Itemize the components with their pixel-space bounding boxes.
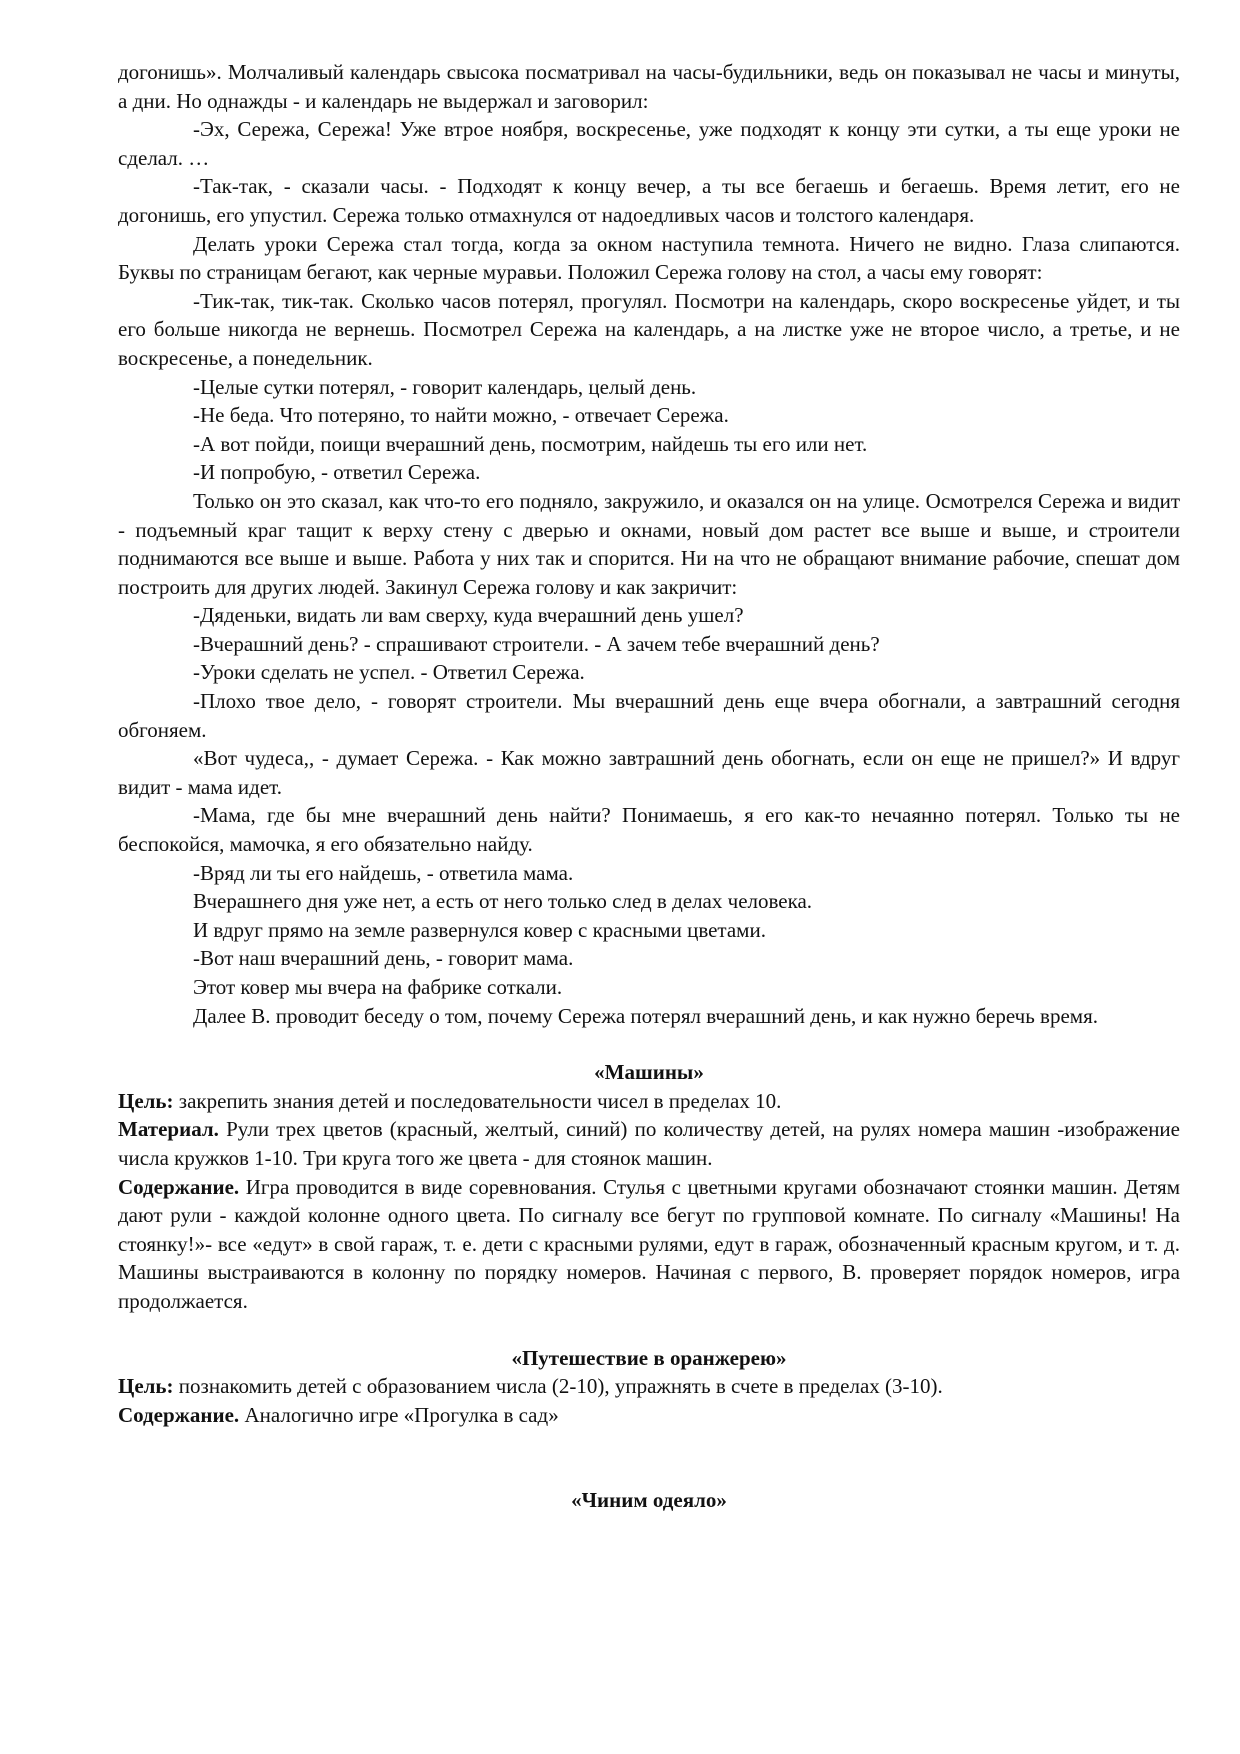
- game-goal: [118, 1372, 1180, 1401]
- game-title-oranzhereya: «Путешествие в оранжерею»: [511, 1345, 787, 1370]
- story-paragraph: -Плохо твое дело, - говорят строители. Мы вчерашний день еще вчера обогнали, а завтрашний сегодня обгоняем.: [118, 689, 1180, 742]
- content-text: Аналогично игре «Прогулка в сад»: [239, 1402, 559, 1427]
- story-paragraph: -А вот пойди, поищи вчерашний день, посмотрим, найдешь ты его или нет.: [193, 431, 868, 456]
- goal-text: закрепить знания детей и последовательности чисел в пределах 10.: [173, 1088, 782, 1113]
- story-paragraph: -Вот наш вчерашний день, - говорит мама.: [193, 946, 574, 971]
- content-label: Содержание.: [118, 1174, 240, 1199]
- story-paragraph: -Вряд ли ты его найдешь, - ответила мама.: [193, 860, 574, 885]
- story-paragraph: догонишь». Молчаливый календарь свысока посматривал на часы-будильники, ведь он показывал не часы и минуты, а дни. Но однажды - и календарь не выдержал и заговорил:: [118, 60, 1180, 113]
- story-paragraph: Далее В. проводит беседу о том, почему Сережа потерял вчерашний день, и как нужно беречь время.: [193, 1003, 1098, 1028]
- game-content: [118, 1401, 1180, 1430]
- game-title-odeyalo: «Чиним одеяло»: [571, 1488, 727, 1513]
- goal-label: Цель:: [118, 1088, 174, 1113]
- story-paragraph: -Уроки сделать не успел. - Ответил Сережа.: [193, 660, 585, 685]
- story-paragraph: Делать уроки Сережа стал тогда, когда за окном наступила темнота. Ничего не видно. Глаза слипаются. Буквы по страницам бегают, как черные муравьи. Положил Сережа голову на стол, а часы ему говорят:: [118, 231, 1180, 285]
- document-page: [118, 58, 1180, 1515]
- game-material: [118, 1115, 1180, 1172]
- story-paragraph: -Так-так, - сказали часы. - Подходят к концу вечер, а ты все бегаешь и бегаешь. Время летит, его не догонишь, его упустил. Сережа только отмахнулся от надоедливых часов и толстого календаря.: [118, 174, 1180, 227]
- game-content: [118, 1173, 1180, 1316]
- section-spacer: [118, 1316, 1180, 1344]
- game-title-mashiny: «Машины»: [594, 1060, 704, 1085]
- story-paragraph: И вдруг прямо на земле развернулся ковер с красными цветами.: [193, 917, 766, 942]
- story-paragraph: «Вот чудеса,, - думает Сережа. - Как можно завтрашний день обогнать, если он еще не пришел?» И вдруг видит - мама идет.: [118, 746, 1180, 799]
- material-label: Материал.: [118, 1117, 219, 1142]
- story-paragraph: -Вчерашний день? - спрашивают строители. - А зачем тебе вчерашний день?: [193, 631, 880, 656]
- story-paragraph: -Не беда. Что потеряно, то найти можно, - отвечает Сережа.: [193, 403, 729, 428]
- story-paragraph: -Мама, где бы мне вчерашний день найти? Понимаешь, я его как-то нечаянно потерял. Только ты не беспокойся, мамочка, я его обязательно найду.: [118, 803, 1180, 857]
- story-paragraph: Вчерашнего дня уже нет, а есть от него только след в делах человека.: [193, 889, 813, 914]
- story-paragraph: -Дяденьки, видать ли вам сверху, куда вчерашний день ушел?: [193, 603, 744, 628]
- goal-label: Цель:: [118, 1374, 174, 1399]
- content-text: Игра проводится в виде соревнования. Стулья с цветными кругами обозначают стоянки машин. Детям дают рули - каждой колонне одного цвета. По сигналу все бегут по групповой комнате. По сигналу «Машины! На стоянку!»- все «едут» в свой гараж, т. е. дети с красными рулями, едут в гараж, обозначенный красным кругом, и т. д. Машины выстраиваются в колонну по порядку номеров. Начиная с первого, В. проверяет порядок номеров, игра продолжается.: [118, 1174, 1180, 1313]
- story-paragraph: -И попробую, - ответил Сережа.: [193, 460, 481, 485]
- story-paragraph: -Эх, Сережа, Сережа! Уже втрое ноября, воскресенье, уже подходят к концу эти сутки, а ты еще уроки не сделал. …: [118, 117, 1180, 170]
- content-label: Содержание.: [118, 1402, 240, 1427]
- material-text: Рули трех цветов (красный, желтый, синий) по количеству детей, на рулях номера машин -изображение числа кружков 1-10. Три круга того же цвета - для стоянок машин.: [118, 1117, 1180, 1170]
- story-paragraph: -Целые сутки потерял, - говорит календарь, целый день.: [193, 374, 697, 399]
- goal-text: познакомить детей с образованием числа (2-10), упражнять в счете в пределах (3-10).: [173, 1374, 943, 1399]
- section-spacer: [118, 1030, 1180, 1058]
- story-paragraph: Этот ковер мы вчера на фабрике соткали.: [193, 975, 563, 999]
- game-goal: [118, 1087, 1180, 1116]
- story-paragraph: Только он это сказал, как что-то его подняло, закружило, и оказался он на улице. Осмотрелся Сережа и видит - подъемный краг тащит к верху стену с дверью и окнами, новый дом растет все выше и выше, и строители поднимаются все выше и выше. Работа у них так и спорится. Ни на что не обращают внимание рабочие, спешат дом построить для других людей. Закинул Сережа голову и как закричит:: [118, 488, 1180, 599]
- story-paragraph: -Тик-так, тик-так. Сколько часов потерял, прогулял. Посмотри на календарь, скоро воскресенье уйдет, и ты его больше никогда не вернешь. Посмотрел Сережа на календарь, а на листке уже не второе число, а третье, и не воскресенье, а понедельник.: [118, 288, 1180, 370]
- section-spacer: [118, 1429, 1180, 1486]
